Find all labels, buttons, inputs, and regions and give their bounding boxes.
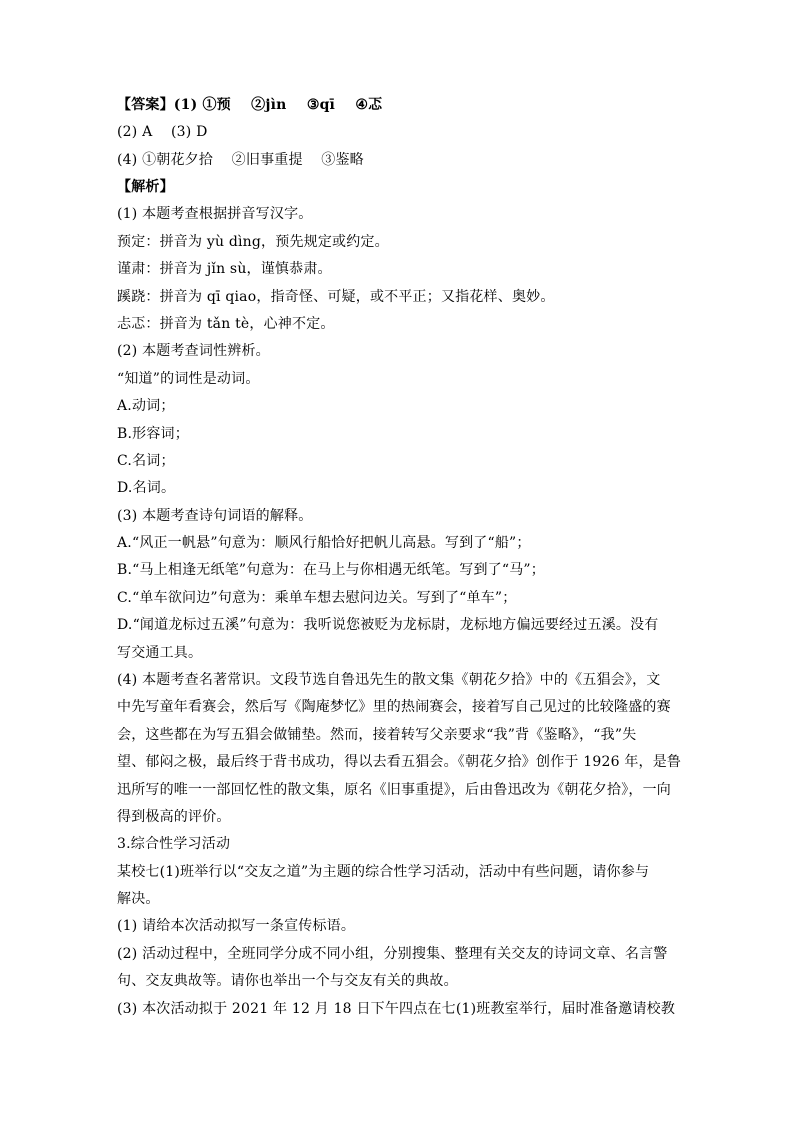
text-line: 望、郁闷之极，最后终于背书成功，得以去看五猖会。《朝花夕拾》创作于 1926 年，是鲁 [117, 754, 682, 770]
text-line: 解决。 [117, 891, 160, 907]
analysis-heading: 【解析】 [117, 179, 174, 195]
text-line: 某校七(1)班举行以“交友之道”为主题的综合性学习活动，活动中有些问题，请你参与 [117, 864, 650, 880]
text-line: D.名词。 [117, 480, 176, 496]
text-line: B.形容词； [117, 426, 189, 442]
text-line: 预定：拼音为 yù dìng，预先规定或约定。 [117, 234, 389, 250]
text-line: (4) 本题考查名著常识。文段节选自鲁迅先生的散文集《朝花夕拾》中的《五猖会》，文 [117, 672, 661, 688]
text-line: 迅所写的唯一一部回忆性的散文集，原名《旧事重提》，后由鲁迅改为《朝花夕拾》，一向 [117, 782, 671, 798]
answer-line-2: (2) A (3) D [117, 124, 208, 140]
text-line: (2) 本题考查词性辨析。 [117, 343, 270, 359]
text-line: D.“闻道龙标过五溪”句意为：我听说您被贬为龙标尉，龙标地方偏远要经过五溪。没有 [117, 617, 659, 633]
text-line: B.“马上相逢无纸笔”句意为：在马上与你相遇无纸笔。写到了“马”； [117, 562, 545, 578]
text-line: 句、交友典故等。请你也举出一个与交友有关的典故。 [117, 973, 458, 989]
text-line: 蹊跷：拼音为 qī qiao，指奇怪、可疑，或不平正；又指花样、奥妙。 [117, 289, 555, 305]
text-line: (2) 活动过程中，全班同学分成不同小组，分别搜集、整理有关交友的诗词文章、名言警 [117, 946, 668, 962]
text-line: 会，这些都在为写五猖会做铺垫。然而，接着转写父亲要求“我”背《鉴略》，“我”失 [117, 727, 637, 743]
text-line: 中先写童年看赛会，然后写《陶庵梦忆》里的热闹赛会，接着写自己见过的比较隆盛的赛 [117, 699, 671, 715]
text-line: C.名词； [117, 453, 175, 469]
answer-line-3: (4) ①朝花夕拾 ②旧事重提 ③鉴略 [117, 152, 364, 168]
text-line: (3) 本次活动拟于 2021 年 12 月 18 日下午四点在七(1)班教室举行，届时准备邀请校教 [117, 1001, 676, 1017]
text-line: 写交通工具。 [117, 645, 203, 661]
section-heading: 3.综合性学习活动 [117, 836, 231, 852]
text-line: C.“单车欲问边”句意为：乘单车想去慰问边关。写到了“单车”； [117, 590, 517, 606]
text-line: 谨肃：拼音为 jǐn sù，谨慎恭肃。 [117, 261, 332, 277]
answer-heading-line: 【答案】(1) ①预 ②jìn ③qī ④忑 [117, 97, 383, 113]
text-line: (1) 本题考查根据拼音写汉字。 [117, 206, 313, 222]
text-line: (1) 请给本次活动拟写一条宣传标语。 [117, 918, 356, 934]
text-line: A.动词； [117, 398, 175, 414]
text-line: 忐忑：拼音为 tǎn tè，心神不定。 [117, 316, 335, 332]
text-line: (3) 本题考查诗句词语的解释。 [117, 508, 313, 524]
text-line: “知道”的词性是动词。 [117, 371, 260, 387]
text-line: 得到极高的评价。 [117, 809, 231, 825]
text-line: A.“风正一帆悬”句意为：顺风行船恰好把帆儿高悬。写到了“船”； [117, 535, 531, 551]
